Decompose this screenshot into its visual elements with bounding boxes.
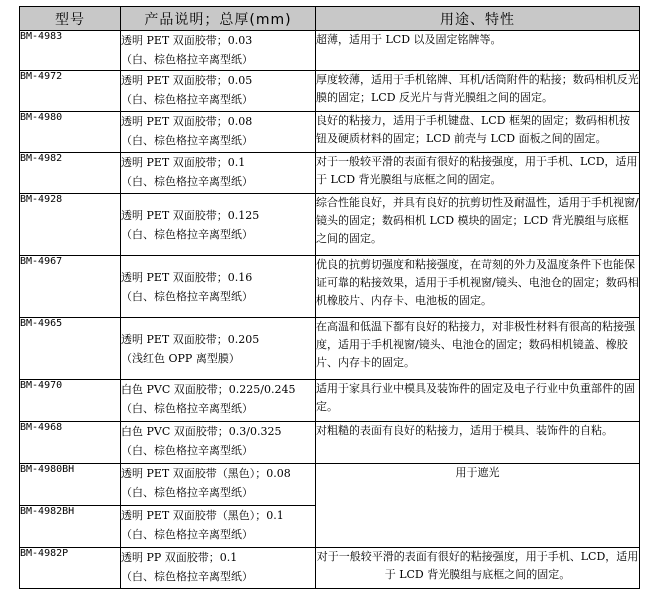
product-line: （白、棕色格拉辛离型纸） [121, 570, 253, 583]
model-cell: BM-4982P [20, 548, 121, 589]
product-line: 透明 PET 双面胶带（黑色）；0.1 [121, 509, 284, 522]
model-cell: BM-4972 [20, 71, 121, 112]
usage-cell: 对于一般较平滑的表面有很好的粘接强度，用于手机、LCD，适用于 LCD 背光膜组与底框之间的固定。 [316, 548, 640, 589]
table-row [20, 112, 640, 153]
table-row [20, 548, 640, 589]
table-row [20, 256, 640, 318]
product-cell [121, 380, 316, 422]
header-model: 型号 [20, 7, 121, 31]
table-row [20, 422, 640, 464]
header-usage: 用途、特性 [316, 7, 640, 31]
product-cell [121, 506, 316, 548]
header-description: 产品说明；总厚(mm) [121, 7, 316, 31]
product-line: 透明 PET 双面胶带；0.08 [121, 115, 253, 128]
usage-cell: 综合性能良好，并具有良好的抗剪切性及耐温性，适用于手机视窗/镜头的固定；数码相机 LCD 模块的固定；LCD 背光膜组与底框之间的固定。 [316, 194, 640, 256]
table-row [20, 380, 640, 422]
product-cell [121, 318, 316, 380]
product-line: 透明 PET 双面胶带；0.16 [121, 270, 253, 284]
model-cell: BM-4982 [20, 153, 121, 194]
usage-cell: 对于一般较平滑的表面有很好的粘接强度，用于手机、LCD，适用于 LCD 背光膜组与底框之间的固定。 [316, 153, 640, 194]
usage-cell: 超薄，适用于 LCD 以及固定铭牌等。 [316, 31, 640, 71]
model-cell: BM-4928 [20, 194, 121, 256]
table-row [20, 153, 640, 194]
usage-cell: 适用于家具行业中模具及装饰件的固定及电子行业中负重部件的固定。 [316, 380, 640, 422]
table-row [20, 464, 640, 506]
product-line: （白、棕色格拉辛离型纸） [121, 93, 253, 106]
product-cell [121, 548, 316, 589]
product-cell [121, 112, 316, 153]
product-line: （白、棕色格拉辛离型纸） [121, 528, 253, 541]
model-cell: BM-4970 [20, 380, 121, 422]
usage-cell: 对粗糙的表面有良好的粘接力，适用于模具、装饰件的自粘。 [316, 422, 640, 464]
product-cell [121, 153, 316, 194]
usage-cell: 厚度较薄，适用于手机铭牌、耳机/话筒附件的粘接；数码相机反光膜的固定；LCD 反光片与背光膜组之间的固定。 [316, 71, 640, 112]
product-line: 透明 PET 双面胶带；0.05 [121, 74, 253, 87]
usage-cell: 良好的粘接力，适用于手机键盘、LCD 框架的固定；数码相机按钮及硬质材料的固定；LCD 前壳与 LCD 面板之间的固定。 [316, 112, 640, 153]
product-spec-table [19, 6, 640, 589]
product-line: （白、棕色格拉辛离型纸） [121, 227, 253, 241]
model-cell: BM-4980 [20, 112, 121, 153]
product-cell [121, 256, 316, 318]
table-row [20, 318, 640, 380]
product-line: 透明 PET 双面胶带（黑色）；0.08 [121, 467, 291, 480]
model-cell: BM-4968 [20, 422, 121, 464]
usage-cell: 用于遮光 [316, 464, 640, 548]
model-cell: BM-4980BH [20, 464, 121, 506]
model-cell: BM-4967 [20, 256, 121, 318]
product-line: 透明 PET 双面胶带；0.03 [121, 34, 253, 47]
table-row [20, 71, 640, 112]
table-row [20, 194, 640, 256]
table-row [20, 31, 640, 71]
product-line: 透明 PET 双面胶带；0.205 [121, 332, 260, 346]
product-cell [121, 71, 316, 112]
product-line: （白、棕色格拉辛离型纸） [121, 53, 253, 66]
product-line: 透明 PET 双面胶带；0.1 [121, 156, 246, 169]
product-cell [121, 194, 316, 256]
product-line: 白色 PVC 双面胶带；0.225/0.245 [121, 383, 296, 396]
product-cell [121, 422, 316, 464]
usage-cell: 在高温和低温下都有良好的粘接力，对非极性材料有很高的粘接强度，适用于手机视窗/镜头、电池仓的固定；数码相机镜盖、橡胶片、内存卡的固定。 [316, 318, 640, 380]
product-line: （白、棕色格拉辛离型纸） [121, 134, 253, 147]
header-row [20, 7, 640, 31]
product-line: （白、棕色格拉辛离型纸） [121, 444, 253, 457]
model-cell: BM-4983 [20, 31, 121, 71]
product-line: 透明 PET 双面胶带；0.125 [121, 208, 260, 222]
product-line: （白、棕色格拉辛离型纸） [121, 289, 253, 303]
product-line: （白、棕色格拉辛离型纸） [121, 486, 253, 499]
model-cell: BM-4965 [20, 318, 121, 380]
product-line: （浅红色 OPP 离型膜） [121, 351, 240, 365]
product-line: 透明 PP 双面胶带；0.1 [121, 551, 238, 564]
product-line: （白、棕色格拉辛离型纸） [121, 175, 253, 188]
product-cell [121, 464, 316, 506]
product-line: 白色 PVC 双面胶带；0.3/0.325 [121, 425, 282, 438]
product-cell [121, 31, 316, 71]
product-line: （白、棕色格拉辛离型纸） [121, 402, 253, 415]
usage-cell: 优良的抗剪切强度和粘接强度，在苛刻的外力及温度条件下也能保证可靠的粘接效果，适用于手机视窗/镜头、电池仓的固定；数码相机橡胶片、内存卡、电池板的固定。 [316, 256, 640, 318]
model-cell: BM-4982BH [20, 506, 121, 548]
